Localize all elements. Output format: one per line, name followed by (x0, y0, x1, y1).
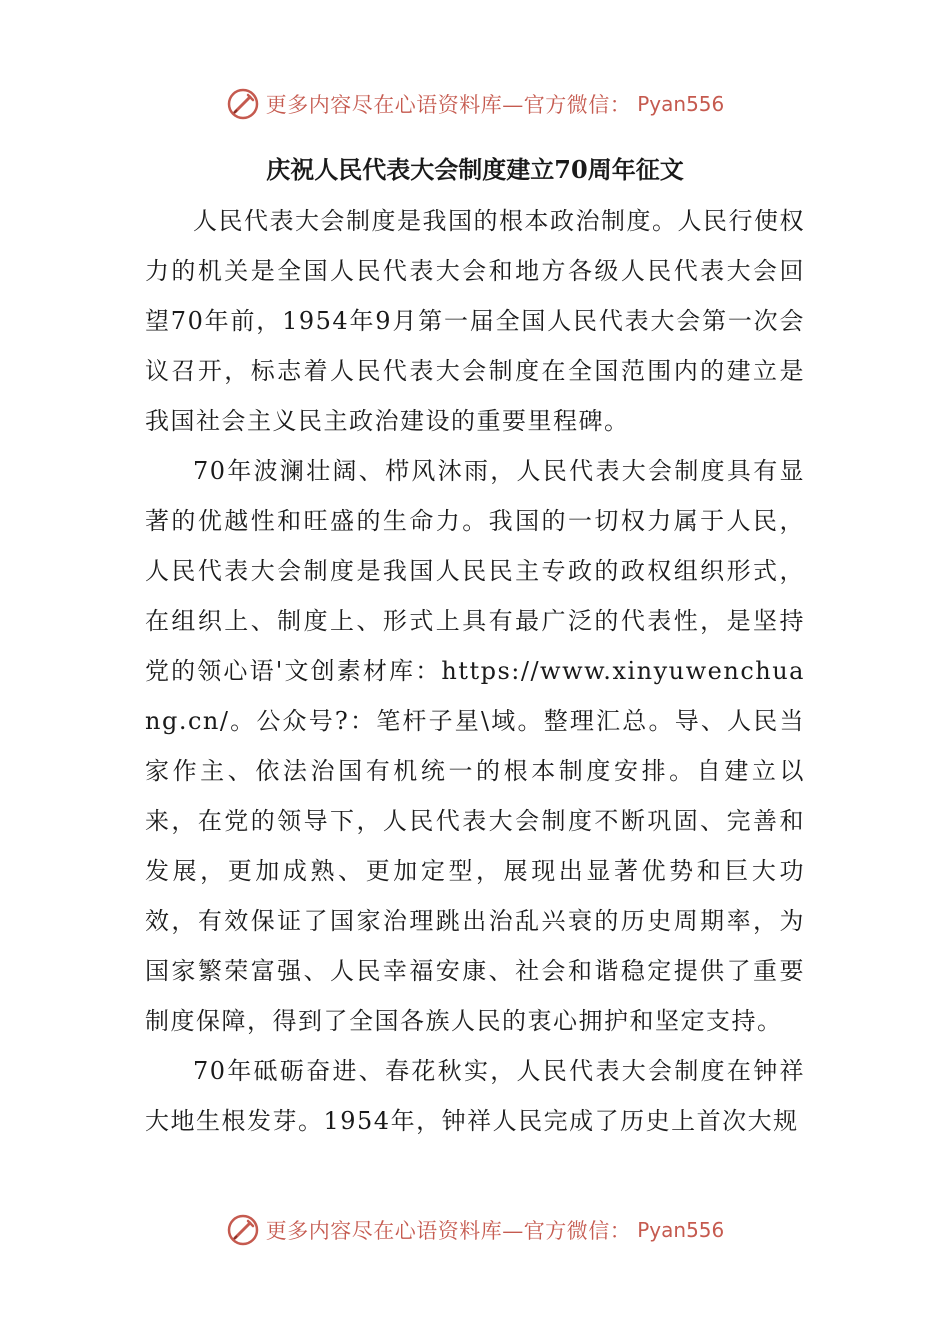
document-title: 庆祝人民代表大会制度建立70周年征文 (266, 155, 684, 184)
document-body (145, 196, 805, 1146)
watermark-text: 更多内容尽在心语资料库—官方微信： (265, 93, 632, 117)
paragraph: 人民代表大会制度是我国的根本政治制度。人民行使权力的机关是全国人民代表大会和地方各级人民代表大会回望70年前，1954年9月第一届全国人民代表大会第一次会议召开，标志着人民代表大会制度在全国范围内的建立是我国社会主义民主政治建设的重要里程碑。 (145, 207, 805, 435)
watermark-wechat-id: Pyan556 (637, 1218, 725, 1242)
pen-logo-icon (226, 87, 260, 121)
pen-logo-icon (226, 1213, 260, 1247)
header-watermark (0, 84, 950, 124)
footer-watermark (0, 1210, 950, 1250)
watermark-wechat-id: Pyan556 (637, 92, 725, 116)
paragraph: 70年砥砺奋进、春花秋实，人民代表大会制度在钟祥大地生根发芽。1954年，钟祥人民完成了历史上首次大规 (145, 1057, 805, 1135)
watermark-text: 更多内容尽在心语资料库—官方微信： (265, 1219, 632, 1243)
paragraph: 70年波澜壮阔、栉风沐雨，人民代表大会制度具有显著的优越性和旺盛的生命力。我国的一切权力属于人民，人民代表大会制度是我国人民民主专政的政权组织形式，在组织上、制度上、形式上具有最广泛的代表性，是坚持党的领心语'文创素材库：https://www.xinyuwenchuang.cn/。公众号?：笔杆子星\域。整理汇总。导、人民当家作主、依法治国有机统一的根本制度安排。自建立以来，在党的领导下，人民代表大会制度不断巩固、完善和发展，更加成熟、更加定型，展现出显著优势和巨大功效，有效保证了国家治理跳出治乱兴衰的历史周期率，为国家繁荣富强、人民幸福安康、社会和谐稳定提供了重要制度保障，得到了全国各族人民的衷心拥护和坚定支持。 (145, 457, 805, 1035)
